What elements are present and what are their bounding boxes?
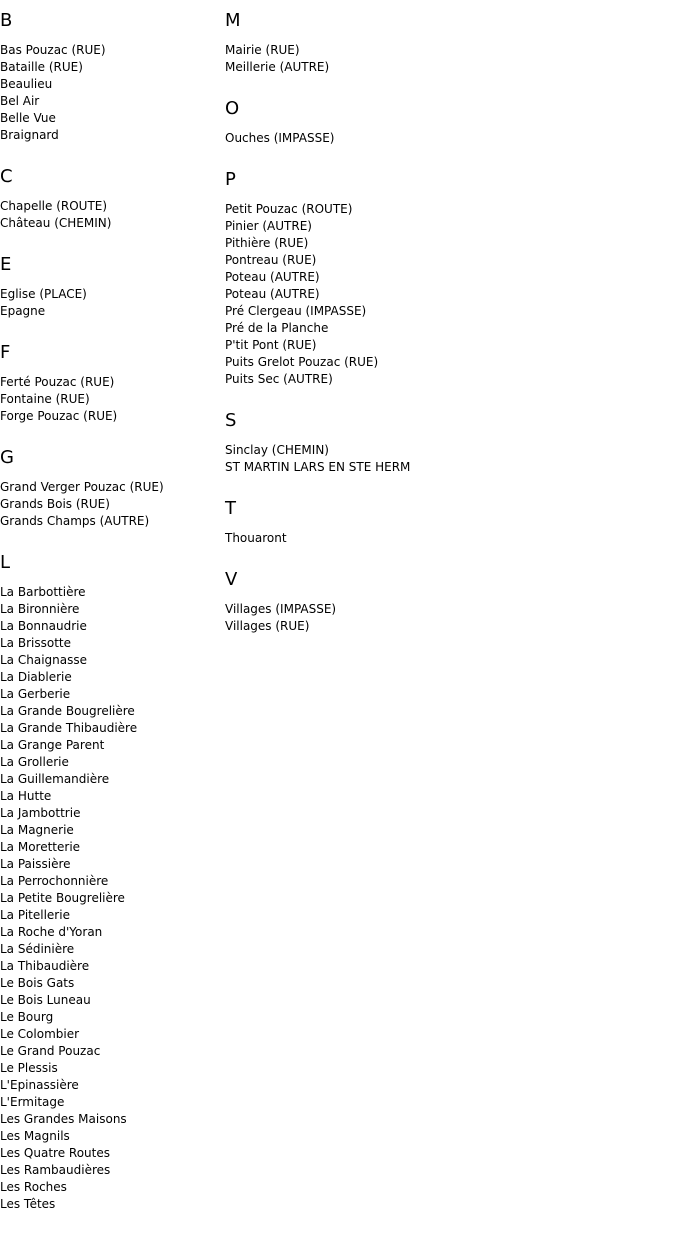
street-item: Grands Champs (AUTRE) [0,514,150,528]
street-item: Le Bois Gats [0,976,75,990]
street-item: Le Bourg [0,1010,54,1024]
street-item: Meillerie (AUTRE) [225,60,330,74]
street-item: La Magnerie [0,823,74,837]
street-item: La Jambottrie [0,806,81,820]
letter-heading: L [0,552,11,573]
street-item: Pithière (RUE) [225,236,309,250]
street-item: Sinclay (CHEMIN) [225,443,329,457]
street-item: La Petite Bougrelière [0,891,125,905]
street-item: Forge Pouzac (RUE) [0,409,118,423]
street-item: La Chaignasse [0,653,87,667]
letter-heading: T [225,498,236,519]
street-list [225,201,665,388]
street-item: La Thibaudière [0,959,90,973]
street-item: Bel Air [0,94,40,108]
street-item: Petit Pouzac (ROUTE) [225,202,353,216]
street-item: La Moretterie [0,840,81,854]
street-list [0,374,222,425]
letter-heading: S [225,410,237,431]
letter-group-p [225,169,665,388]
street-item: Eglise (PLACE) [0,287,87,301]
street-item: Les Quatre Routes [0,1146,110,1160]
street-item: La Grande Thibaudière [0,721,138,735]
street-item: Chapelle (ROUTE) [0,199,108,213]
letter-heading: V [225,569,238,590]
street-item: Le Plessis [0,1061,58,1075]
letter-group-f [0,342,222,425]
street-list [0,584,222,1213]
street-item: La Grange Parent [0,738,105,752]
street-list [0,479,222,530]
street-item: La Pitellerie [0,908,70,922]
street-item: Les Grandes Maisons [0,1112,127,1126]
street-item: Les Têtes [0,1197,56,1211]
street-item: La Bonnaudrie [0,619,87,633]
street-list [225,442,665,476]
street-item: Puits Grelot Pouzac (RUE) [225,355,379,369]
street-item: Poteau (AUTRE) [225,270,320,284]
street-list [225,130,665,147]
street-list [0,286,222,320]
street-item: Ouches (IMPASSE) [225,131,335,145]
street-item: Pontreau (RUE) [225,253,317,267]
street-item: Bataille (RUE) [0,60,83,74]
letter-heading: O [225,98,240,119]
street-item: Fontaine (RUE) [0,392,90,406]
street-item: Les Roches [0,1180,67,1194]
street-item: La Brissotte [0,636,71,650]
street-list [0,198,222,232]
street-item: Les Rambaudières [0,1163,111,1177]
street-item: La Hutte [0,789,52,803]
letter-heading: F [0,342,11,363]
street-item: La Roche d'Yoran [0,925,103,939]
street-item: Braignard [0,128,59,142]
street-list [225,601,665,635]
street-index-column-right [225,10,665,657]
letter-heading: E [0,254,12,275]
street-item: Puits Sec (AUTRE) [225,372,333,386]
street-item: Bas Pouzac (RUE) [0,43,106,57]
street-item: La Paissière [0,857,71,871]
letter-heading: B [0,10,13,31]
letter-heading: C [0,166,13,187]
street-item: La Grollerie [0,755,69,769]
street-item: La Bironnière [0,602,80,616]
street-item: Poteau (AUTRE) [225,287,320,301]
street-item: Grand Verger Pouzac (RUE) [0,480,164,494]
street-item: La Grande Bougrelière [0,704,135,718]
street-item: Villages (IMPASSE) [225,602,337,616]
street-item: Ferté Pouzac (RUE) [0,375,115,389]
letter-group-m [225,10,665,76]
street-item: L'Epinassière [0,1078,79,1092]
letter-group-c [0,166,222,232]
letter-heading: G [0,447,14,468]
street-list [225,42,665,76]
street-item: La Guillemandière [0,772,110,786]
letter-group-l [0,552,222,1213]
street-item: Beaulieu [0,77,53,91]
letter-group-g [0,447,222,530]
street-item: Pré Clergeau (IMPASSE) [225,304,367,318]
street-item: Le Bois Luneau [0,993,91,1007]
street-item: Château (CHEMIN) [0,216,112,230]
letter-group-v [225,569,665,635]
street-index-column-left [0,10,222,1235]
street-list [225,530,665,547]
street-item: Le Colombier [0,1027,80,1041]
letter-heading: M [225,10,241,31]
street-item: L'Ermitage [0,1095,65,1109]
street-item: La Sédinière [0,942,75,956]
street-item: Pré de la Planche [225,321,329,335]
street-item: Pinier (AUTRE) [225,219,312,233]
letter-group-o [225,98,665,147]
street-item: La Perrochonnière [0,874,109,888]
letter-heading: P [225,169,236,190]
street-item: Thouaront [225,531,287,545]
street-item: Grands Bois (RUE) [0,497,110,511]
street-item: La Diablerie [0,670,72,684]
street-item: Epagne [0,304,46,318]
street-item: Le Grand Pouzac [0,1044,101,1058]
street-item: Les Magnils [0,1129,70,1143]
street-item: Mairie (RUE) [225,43,300,57]
street-item: ST MARTIN LARS EN STE HERM [225,460,411,474]
street-item: La Gerberie [0,687,71,701]
street-list [0,42,222,144]
letter-group-s [225,410,665,476]
letter-group-e [0,254,222,320]
letter-group-b [0,10,222,144]
street-item: Belle Vue [0,111,56,125]
letter-group-t [225,498,665,547]
street-item: Villages (RUE) [225,619,310,633]
street-item: P'tit Pont (RUE) [225,338,317,352]
street-item: La Barbottière [0,585,86,599]
